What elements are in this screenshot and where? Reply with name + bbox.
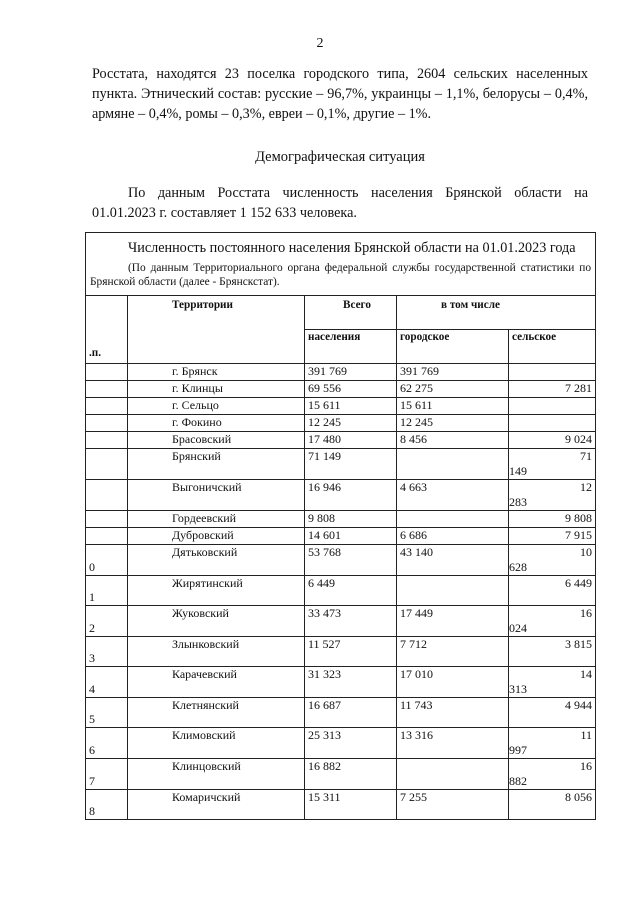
row-urban: 15 611 — [397, 398, 509, 415]
row-total: 11 527 — [305, 637, 397, 667]
row-number: 7 — [86, 759, 128, 790]
row-rural-value-wrap: 024 — [509, 621, 527, 635]
row-number: 3 — [86, 637, 128, 667]
row-rural-value-wrap: 628 — [509, 560, 527, 574]
row-rural — [509, 606, 596, 637]
row-urban: 7 255 — [397, 790, 509, 820]
row-territory: Климовский — [128, 728, 305, 759]
row-rural — [509, 759, 596, 790]
header-total-top: Всего — [305, 296, 397, 330]
row-territory: Клинцовский — [128, 759, 305, 790]
header-rural: сельское — [509, 330, 596, 364]
row-number — [86, 511, 128, 528]
row-total: 12 245 — [305, 415, 397, 432]
row-rural-value-wrap: 313 — [509, 682, 527, 696]
row-rural-value: 16 — [580, 606, 593, 620]
table-row — [86, 480, 596, 511]
row-territory: г. Клинцы — [128, 381, 305, 398]
row-rural — [509, 576, 596, 606]
row-territory: Карачевский — [128, 667, 305, 698]
row-rural — [509, 398, 596, 415]
row-total: 9 808 — [305, 511, 397, 528]
row-number — [86, 528, 128, 545]
population-paragraph: По данным Росстата численность населения Брянской области на 01.01.2023 г. составляет 1 152 633 человека. — [92, 185, 588, 221]
table-caption-row — [86, 233, 596, 296]
row-territory: г. Брянск — [128, 364, 305, 381]
table-row — [86, 449, 596, 480]
header-urban: городское — [397, 330, 509, 364]
row-territory: г. Фокино — [128, 415, 305, 432]
table-row — [86, 511, 596, 528]
row-territory: Брасовский — [128, 432, 305, 449]
row-total: 31 323 — [305, 667, 397, 698]
table-caption — [86, 233, 596, 296]
row-rural — [509, 728, 596, 759]
table-row — [86, 528, 596, 545]
row-total: 6 449 — [305, 576, 397, 606]
row-number — [86, 364, 128, 381]
population-table — [85, 232, 596, 820]
table-row — [86, 637, 596, 667]
row-rural-value: 7 281 — [565, 381, 593, 395]
row-number — [86, 480, 128, 511]
row-territory: Жирятинский — [128, 576, 305, 606]
table-row — [86, 364, 596, 381]
table-row — [86, 728, 596, 759]
row-urban: 62 275 — [397, 381, 509, 398]
row-urban: 13 316 — [397, 728, 509, 759]
row-urban: 11 743 — [397, 698, 509, 728]
table-caption-main: Численность постоянного населения Брянской области на 01.01.2023 года — [128, 240, 576, 256]
row-number — [86, 415, 128, 432]
row-territory: Дятьковский — [128, 545, 305, 576]
header-num: .п. — [86, 296, 128, 364]
row-urban: 391 769 — [397, 364, 509, 381]
row-rural-value: 11 — [580, 728, 593, 742]
row-number: 8 — [86, 790, 128, 820]
row-territory: Жуковский — [128, 606, 305, 637]
header-total-bottom: населения — [305, 330, 397, 364]
row-urban: 4 663 — [397, 480, 509, 511]
row-rural-value: 9 808 — [565, 511, 593, 525]
row-number: 2 — [86, 606, 128, 637]
row-rural-value: 4 944 — [565, 698, 593, 712]
row-number — [86, 432, 128, 449]
table-row — [86, 398, 596, 415]
row-total: 15 311 — [305, 790, 397, 820]
section-heading: Демографическая ситуация — [255, 149, 425, 165]
row-rural — [509, 511, 596, 528]
table-row — [86, 698, 596, 728]
row-number — [86, 398, 128, 415]
row-rural-value: 14 — [580, 667, 593, 681]
row-urban — [397, 449, 509, 480]
table-row — [86, 381, 596, 398]
page-number: 2 — [316, 36, 324, 51]
row-rural — [509, 381, 596, 398]
row-total: 16 946 — [305, 480, 397, 511]
table-row — [86, 545, 596, 576]
row-territory: г. Сельцо — [128, 398, 305, 415]
row-territory: Злынковский — [128, 637, 305, 667]
row-rural-value: 12 — [580, 480, 593, 494]
row-total: 33 473 — [305, 606, 397, 637]
row-urban: 17 010 — [397, 667, 509, 698]
row-rural-value: 9 024 — [565, 432, 593, 446]
header-territory: Территории — [128, 296, 305, 364]
row-number — [86, 381, 128, 398]
table-header-row-1 — [86, 296, 596, 330]
row-total: 69 556 — [305, 381, 397, 398]
row-urban — [397, 759, 509, 790]
row-rural — [509, 545, 596, 576]
row-urban: 12 245 — [397, 415, 509, 432]
row-urban: 8 456 — [397, 432, 509, 449]
table-row — [86, 790, 596, 820]
row-total: 16 882 — [305, 759, 397, 790]
row-number — [86, 449, 128, 480]
row-total: 25 313 — [305, 728, 397, 759]
row-total: 14 601 — [305, 528, 397, 545]
row-number: 1 — [86, 576, 128, 606]
row-rural-value: 10 — [580, 545, 593, 559]
row-number: 0 — [86, 545, 128, 576]
table-row — [86, 432, 596, 449]
row-territory: Комаричский — [128, 790, 305, 820]
row-rural-value: 3 815 — [565, 637, 593, 651]
row-total: 17 480 — [305, 432, 397, 449]
row-rural — [509, 698, 596, 728]
row-rural-value-wrap: 997 — [509, 743, 527, 757]
row-rural — [509, 480, 596, 511]
table-row — [86, 606, 596, 637]
row-territory: Выгоничский — [128, 480, 305, 511]
intro-paragraph: Росстата, находятся 23 поселка городского типа, 2604 сельских населенных пункта. Этнический состав: русские – 96,7%, украинцы – 1,1%, белорусы – 0,4%, армяне – 0,4%, ромы – 0,3%, евреи – 0,1%, другие – 1%. — [92, 66, 588, 122]
row-urban: 43 140 — [397, 545, 509, 576]
row-rural — [509, 364, 596, 381]
table-row — [86, 667, 596, 698]
row-total: 53 768 — [305, 545, 397, 576]
table-caption-sub: (По данным Территориального органа федеральной службы государственной статистики по Брянской области (далее - Брянскстат). — [90, 262, 592, 288]
row-rural-value-wrap: 283 — [509, 495, 527, 509]
row-number: 5 — [86, 698, 128, 728]
row-rural-value-wrap: 149 — [509, 464, 527, 478]
table-row — [86, 759, 596, 790]
row-rural — [509, 667, 596, 698]
row-rural-value-wrap: 882 — [509, 774, 527, 788]
table-row — [86, 415, 596, 432]
row-rural — [509, 449, 596, 480]
row-rural — [509, 432, 596, 449]
row-territory: Клетнянский — [128, 698, 305, 728]
row-territory: Дубровский — [128, 528, 305, 545]
row-total: 15 611 — [305, 398, 397, 415]
row-urban: 6 686 — [397, 528, 509, 545]
row-total: 16 687 — [305, 698, 397, 728]
row-urban — [397, 511, 509, 528]
row-urban: 7 712 — [397, 637, 509, 667]
table-row — [86, 576, 596, 606]
row-number: 4 — [86, 667, 128, 698]
header-including: в том числе — [397, 296, 596, 330]
row-rural-value: 8 056 — [565, 790, 593, 804]
row-territory: Брянский — [128, 449, 305, 480]
row-rural-value: 6 449 — [565, 576, 593, 590]
row-rural-value: 7 915 — [565, 528, 593, 542]
row-rural — [509, 637, 596, 667]
row-rural — [509, 528, 596, 545]
row-total: 391 769 — [305, 364, 397, 381]
row-rural — [509, 415, 596, 432]
row-rural — [509, 790, 596, 820]
row-urban: 17 449 — [397, 606, 509, 637]
row-number: 6 — [86, 728, 128, 759]
row-rural-value: 16 — [580, 759, 593, 773]
row-rural-value: 71 — [580, 449, 593, 463]
row-urban — [397, 576, 509, 606]
row-territory: Гордеевский — [128, 511, 305, 528]
row-total: 71 149 — [305, 449, 397, 480]
